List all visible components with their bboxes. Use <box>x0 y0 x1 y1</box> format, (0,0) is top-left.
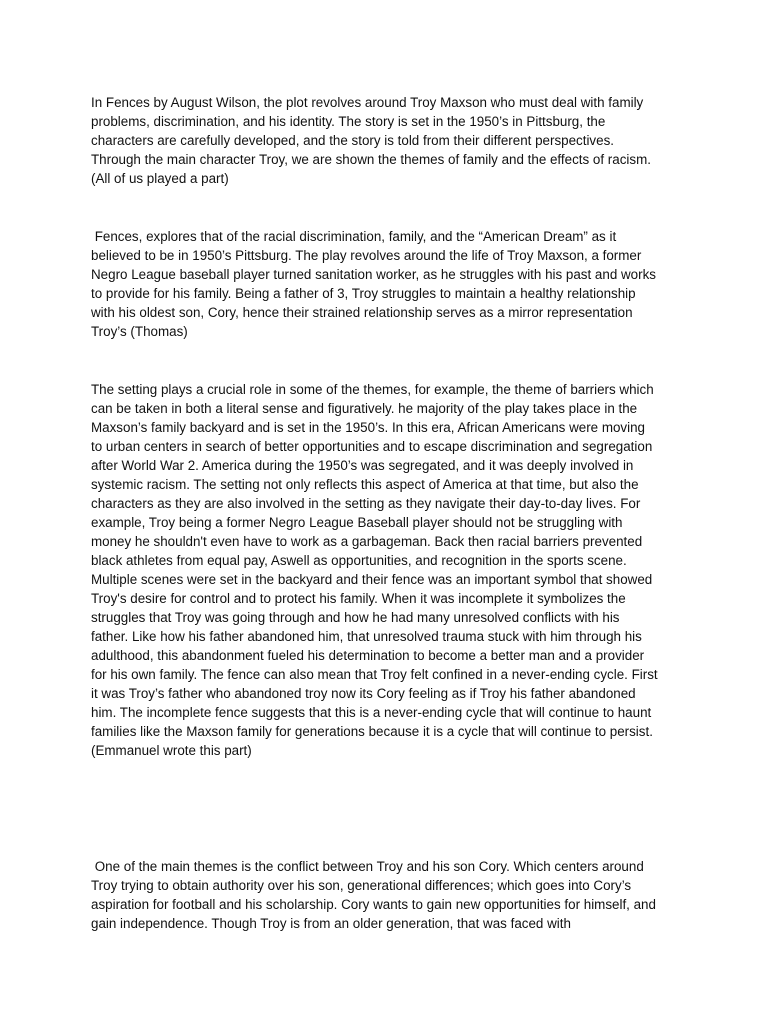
text-line: problems, discrimination, and his identity. The story is set in the 1950’s in Pittsburg, the <box>91 114 606 129</box>
text-line: Fences, explores that of the racial discrimination, family, and the “American Dream” as it <box>91 229 617 244</box>
text-line: gain independence. Though Troy is from an older generation, that was faced with <box>91 916 571 931</box>
text-line: In Fences by August Wilson, the plot revolves around Troy Maxson who must deal with family <box>91 95 644 110</box>
text-line: aspiration for football and his scholarship. Cory wants to gain new opportunities for himself, and <box>91 897 656 912</box>
text-line: believed to be in 1950’s Pittsburg. The play revolves around the life of Troy Maxson, a former <box>91 248 642 263</box>
text-line: families like the Maxson family for generations because it is a cycle that will continue to persist. <box>91 724 653 739</box>
text-line: Troy trying to obtain authority over his son, generational differences; which goes into Cory’s <box>91 878 632 893</box>
text-line: The setting plays a crucial role in some of the themes, for example, the theme of barriers which <box>91 382 654 397</box>
paragraph-summary <box>91 227 691 341</box>
text-line: him. The incomplete fence suggests that this is a never-ending cycle that will continue to haunt <box>91 705 652 720</box>
text-line: Troy’s (Thomas) <box>91 324 188 339</box>
text-line: for his own family. The fence can also mean that Troy felt confined in a never-ending cycle. First <box>91 667 658 682</box>
text-line: to provide for his family. Being a father of 3, Troy struggles to maintain a healthy relationship <box>91 286 636 301</box>
text-line: can be taken in both a literal sense and figuratively. he majority of the play takes place in the <box>91 401 638 416</box>
text-line: after World War 2. America during the 1950’s was segregated, and it was deeply involved in <box>91 458 634 473</box>
text-line: characters are carefully developed, and the story is told from their different perspectives. <box>91 133 614 148</box>
text-line: adulthood, this abandonment fueled his determination to become a better man and a provider <box>91 648 645 663</box>
text-line: Troy's desire for control and to protect his family. When it was incomplete it symbolizes the <box>91 591 626 606</box>
text-line: to urban centers in search of better opportunities and to escape discrimination and segregation <box>91 439 653 454</box>
text-line: (Emmanuel wrote this part) <box>91 743 252 758</box>
text-line: black athletes from equal pay, Aswell as opportunities, and recognition in the sports scene. <box>91 553 627 568</box>
text-line: characters as they are also involved in the setting as they navigate their day-to-day lives. For <box>91 496 641 511</box>
text-line: Through the main character Troy, we are shown the themes of family and the effects of racism. <box>91 152 651 167</box>
text-line: it was Troy’s father who abandoned troy now its Cory feeling as if Troy his father abandoned <box>91 686 636 701</box>
text-line: father. Like how his father abandoned him, that unresolved trauma stuck with him through his <box>91 629 642 644</box>
paragraph-conflict <box>91 857 691 933</box>
paragraph-setting <box>91 380 691 760</box>
paragraph-intro <box>91 93 691 188</box>
text-line: Negro League baseball player turned sanitation worker, as he struggles with his past and works <box>91 267 656 282</box>
text-line: money he shouldn't even have to work as a garbageman. Back then racial barriers prevented <box>91 534 643 549</box>
text-line: with his oldest son, Cory, hence their strained relationship serves as a mirror representation <box>91 305 633 320</box>
text-line: (All of us played a part) <box>91 171 229 186</box>
text-line: struggles that Troy was going through and how he had many unresolved conflicts with his <box>91 610 620 625</box>
text-line: systemic racism. The setting not only reflects this aspect of America at that time, but also the <box>91 477 639 492</box>
text-line: Multiple scenes were set in the backyard and their fence was an important symbol that showed <box>91 572 653 587</box>
text-line: example, Troy being a former Negro League Baseball player should not be struggling with <box>91 515 623 530</box>
text-line: Maxson’s family backyard and is set in the 1950’s. In this era, African Americans were moving <box>91 420 645 435</box>
text-line: One of the main themes is the conflict between Troy and his son Cory. Which centers around <box>91 859 644 874</box>
